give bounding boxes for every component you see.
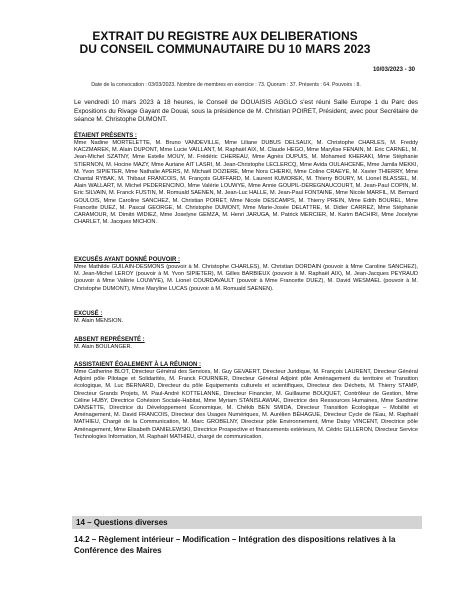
convocation-info: Date de la convocation : 03/03/2023. Nombre de membres en exercice : 73. Quorum : 37. Présents : 64. Pouvoirs : 8. [91,82,361,88]
excuse-list: M. Alain MENSION. [74,318,124,324]
presents-list: Mme Nadine MORTELETTE, M. Bruno VANDEVILLE, Mme Liliane DUBUS DELSAUX, M. Christophe CHARLES, M. Freddy KACZMAREK, M. Alain DUPONT, Mme Lucie VAILLANT, M. Raphaël AIX, M. Claude HEGO, Mme Marylise FENAIN, M. Eric CARNEL, M. Jean-Michel SZATNY, Mme Estelle MOUY, M. Frédéric CHEREAU, Mme Agnès DUPUIS, M. Mohamed KHERAKI, Mme Stéphanie STIERNON, M. Hocine MAZY, Mme Auriane AIT LASRI, M. Jean-Christophe LECLERCQ, Mme Avida OULAHCENE, Mme Jamila MEKKI, M. Yvon SIPIETER, Mme Nathalie APERS, M. Michaël DOZIERE, Mme Nora CHERKI, Mme Coline CRAEYE, M. Xavier THIERRY, Mme Chantal RYBAK, M. Thibaut FRANCOIS, M. François GUIFFARD, M. Laurent KUMOREK, M. Thierry BOURY, M. Lionel BLASSEL, M. Alain WALLART, M. Michel PEDERENCINO, Mme Valérie LOUWYE, Mme Annie GOUPIL-DEREGNAUCOURT, M. Jean-Paul COPIN, M. Eric SILVAIN, M. Franck FUSTIN, M. Romuald SAENEN, M. Jean-Luc HALLE, M. Jean-Paul FONTAINE, Mme Nicole MARFIL, M. Bernard GOULOIS, Mme Caroline SANCHEZ, M. Christian POIRET, Mme Nicole DESCAMPS, M. Thierry PREIN, Mme Edith BOUREL, Mme Francette DUEZ, M. Pascal GEORGE, M. Christophe DUMONT, Mme Marie-Josée DELATTRE, M. Didier CARREZ, Mme Stéphanie CARAMOUR, M. Dimitri WIDIEZ, Mme Joselyne GEMZA, M. Henri JARUGA, M. Patrick MERCIER, M. Karim BACHIRI, Mme Jocelyne CHARLET, M. Jacques MICHON. [74,140,418,226]
pouvoirs-list: Mme Mathilde GUILAIN-DESMONS (pouvoir à M. Christophe CHARLES), M. Christian DORDAIN (pouvoir à Mme Caroline SANCHEZ), M. Jean-Michel LEROY (pouvoir à M. Yvon SIPIETER), M. Gilles BARBIEUX (pouvoir à M. Raphaël AIX), M. Jean-Jacques PEYRAUD (pouvoir à Mme Valérie LOUWYE), M. Lionel COURDAVAULT (pouvoir à Mme Francette DUEZ), M. David WESMAEL (pouvoir à M. Christophe DUMONT), Mme Maryline LUCAS (pouvoir à M. Romuald SAENEN). [74,264,418,292]
intro-paragraph: Le vendredi 10 mars 2023 à 18 heures, le Conseil de DOUAISIS AGGLO s'est réuni Salle Europe 1 du Parc des Expositions du Rivage Gayant de Douai, sous la présidence de M. Christian POIRET, Président, avec pour Secrétaire de séance M. Christophe DUMONT. [74,99,418,124]
excuse-heading: EXCUSÉ : [74,311,103,317]
absent-heading: ABSENT REPRÉSENTÉ : [74,337,145,343]
assistaient-heading: ASSISTAIENT ÉGALEMENT À LA RÉUNION : [74,362,202,368]
document-title-line1: EXTRAIT DU REGISTRE AUX DELIBERATIONS [92,29,358,43]
absent-list: M. Alain BOULANGER. [74,344,133,350]
agenda-subsection-title: 14.2 – Règlement intérieur – Modification – Intégration des dispositions relatives à la Conférence des Maires [74,535,396,555]
agenda-section-title: 14 – Questions diverses [72,516,422,529]
document-title-line2: DU CONSEIL COMMUNAUTAIRE DU 10 MARS 2023 [79,42,371,56]
assistaient-list: Mme Catherine BLOT, Directeur Général des Services, M. Guy GEVAERT, Directeur Juridique, M. François LAURENT, Directeur Général Adjoint pôle Pilotage et Solidarités, M. Franck FOURNIER, Directeur Général Adjoint pôle Aménagement du territoire et Transition écologique, M. Luc BERNARD, Directeur du pôle Equipements culturels et scientifiques, Directeur des Déchets, M. Thierry STAMP, Directeur Grands Projets, M. Paul-André KOTTELANNE, Directeur Financier, M. Guillaume BOUQUET, Contrôleur de Gestion, Mme Céline HUBY, Directrice Cohésion Sociale-Habitat, Mme Myriam STANISLAWIAK, Directrice des Ressources Humaines, Mme Sandrine DANSETTE, Directrice du Développement Économique, M. Chékib BEN SMIDA, Directeur Transition Ecologique – Mobilité et Aménagement, M. David FRANCOIS, Directeur des Usages Numériques, M. Aurélien BÉHAGUE, Directeur Cycle de l'Eau, M. Raphaël MATHIEU, Chargé de la Communication, M. Marc GROBELNY, Directeur pôle Environnement, Mme Daisy VINCENT, Directrice pôle Aménagement, Mme Elisabeth DANIELEWSKI, Directrice Prospective et financements extérieurs, M. Cédric GILLERON, Directeur Service Technologies Information, M. Raphaël MATHIEU, chargé de communication. [74,369,418,440]
deliberation-reference: 10/03/2023 - 30 [372,67,415,73]
pouvoirs-heading: EXCUSÉS AYANT DONNÉ POUVOIR : [74,257,181,263]
presents-heading: ÉTAIENT PRÉSENTS : [74,133,137,139]
